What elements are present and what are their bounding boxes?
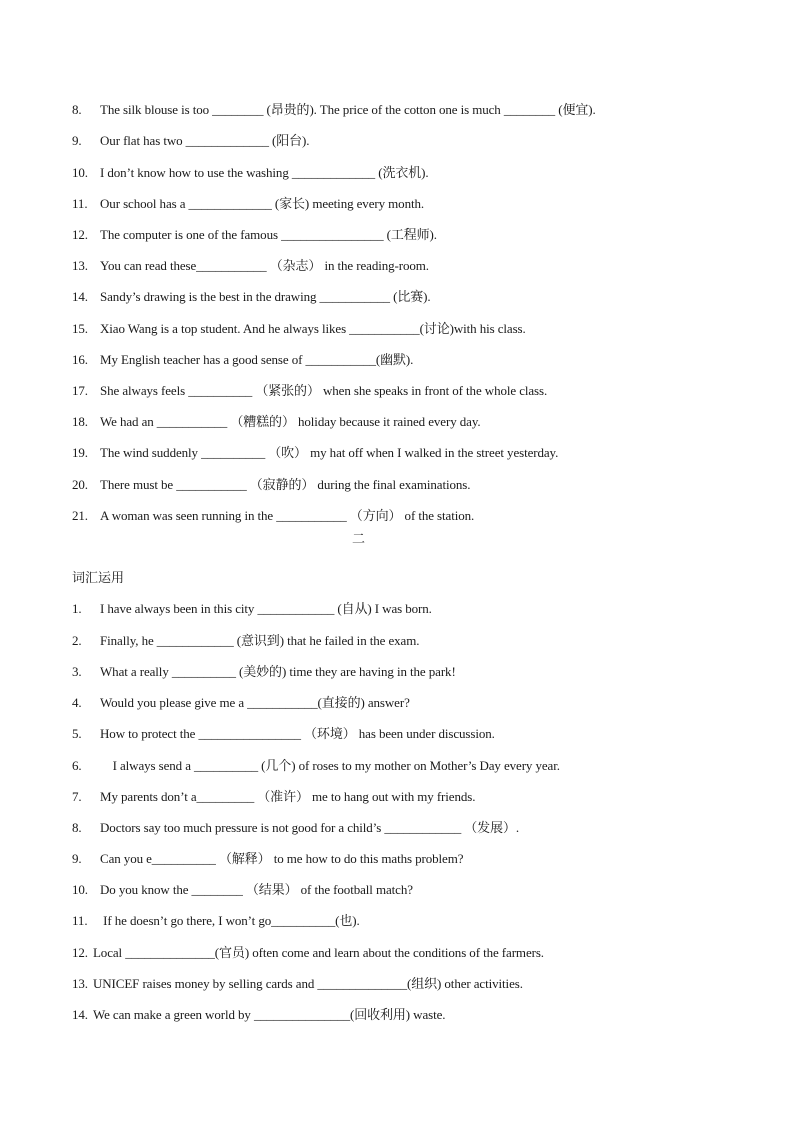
question-number: 2. (72, 633, 82, 648)
question-number: 17. (72, 383, 88, 398)
question-number: 13. (72, 258, 88, 273)
section-divider-label: 二 (352, 532, 365, 547)
question-number: 14. (72, 1007, 88, 1022)
question-text: We had an ___________ （糟糕的） holiday because it rained every day. (100, 414, 481, 429)
question-line (72, 913, 360, 929)
question-text: The wind suddenly __________ （吹） my hat off when I walked in the street yesterday. (100, 445, 559, 460)
question-number: 1. (72, 601, 82, 616)
question-number: 15. (72, 321, 88, 336)
question-number: 21. (72, 508, 88, 523)
question-line (72, 976, 523, 992)
question-number: 9. (72, 851, 82, 866)
question-number: 12. (72, 945, 88, 960)
question-number: 19. (72, 445, 88, 460)
question-text: I have always been in this city ____________ (自从) I was born. (100, 601, 432, 616)
question-line (72, 1007, 445, 1023)
question-line (72, 508, 474, 524)
question-text: Finally, he ____________ (意识到) that he failed in the exam. (100, 633, 420, 648)
question-line (72, 227, 437, 243)
question-line (72, 633, 419, 649)
question-number: 8. (72, 102, 82, 117)
question-text: I always send a __________ (几个) of roses to my mother on Mother’s Day every year. (100, 758, 560, 773)
question-line (72, 477, 470, 493)
question-text: Would you please give me a ___________(直接的) answer? (100, 695, 410, 710)
question-text: She always feels __________ （紧张的） when she speaks in front of the whole class. (100, 383, 548, 398)
question-line (72, 321, 526, 337)
question-line (72, 882, 413, 898)
question-line (72, 165, 429, 181)
question-number: 11. (72, 196, 88, 211)
question-line (72, 133, 309, 149)
section-heading: 词汇运用 (72, 571, 125, 586)
question-text: Local ______________(官员) often come and learn about the conditions of the farmers. (92, 945, 544, 960)
question-line (72, 664, 456, 680)
question-number: 4. (72, 695, 82, 710)
question-line (72, 820, 519, 836)
question-number: 6. (72, 758, 82, 773)
question-text: There must be ___________ （寂静的） during the final examinations. (100, 477, 471, 492)
question-line (72, 758, 560, 774)
question-text: Our flat has two _____________ (阳台). (100, 133, 310, 148)
question-line (72, 445, 558, 461)
question-line (72, 851, 463, 867)
question-text: My parents don’t a_________ （准许） me to hang out with my friends. (100, 789, 476, 804)
question-text: How to protect the ________________ （环境） has been under discussion. (100, 726, 495, 741)
question-text: What a really __________ (美妙的) time they are having in the park! (100, 664, 456, 679)
question-number: 3. (72, 664, 82, 679)
question-line (72, 601, 432, 617)
question-number: 9. (72, 133, 82, 148)
question-number: 16. (72, 352, 88, 367)
question-number: 18. (72, 414, 88, 429)
question-text: If he doesn’t go there, I won’t go__________(也). (100, 913, 360, 928)
question-text: I don’t know how to use the washing _____________ (洗衣机). (100, 165, 429, 180)
question-text: Sandy’s drawing is the best in the drawing ___________ (比赛). (100, 289, 431, 304)
question-line (72, 414, 481, 430)
question-line (72, 196, 424, 212)
question-number: 8. (72, 820, 82, 835)
question-text: Do you know the ________ （结果） of the football match? (100, 882, 413, 897)
question-number: 10. (72, 165, 88, 180)
question-number: 13. (72, 976, 88, 991)
question-text: Our school has a _____________ (家长) meeting every month. (100, 196, 425, 211)
question-line (72, 789, 475, 805)
question-number: 12. (72, 227, 88, 242)
question-line (72, 102, 596, 118)
question-line (72, 352, 413, 368)
question-line (72, 258, 429, 274)
question-text: Doctors say too much pressure is not good for a child’s ____________ （发展）. (100, 820, 520, 835)
question-number: 5. (72, 726, 82, 741)
question-number: 14. (72, 289, 88, 304)
question-number: 20. (72, 477, 88, 492)
question-line (72, 695, 410, 711)
question-text: You can read these___________ （杂志） in the reading-room. (100, 258, 429, 273)
question-text: My English teacher has a good sense of ___________(幽默). (100, 352, 414, 367)
question-line (72, 383, 547, 399)
question-text: UNICEF raises money by selling cards and ______________(组织) other activities. (92, 976, 523, 991)
question-text: A woman was seen running in the ___________ （方向） of the station. (100, 508, 475, 523)
question-line (72, 945, 544, 961)
question-number: 10. (72, 882, 88, 897)
question-line (72, 289, 431, 305)
question-text: Can you e__________ （解释） to me how to do this maths problem? (100, 851, 464, 866)
question-text: The silk blouse is too ________ (昂贵的). The price of the cotton one is much ________ (便宜). (100, 102, 596, 117)
question-text: The computer is one of the famous ________________ (工程师). (100, 227, 437, 242)
question-number: 11. (72, 913, 88, 928)
question-text: We can make a green world by _______________(回收利用) waste. (92, 1007, 446, 1022)
question-line (72, 726, 495, 742)
question-text: Xiao Wang is a top student. And he always likes ___________(讨论)with his class. (100, 321, 526, 336)
question-number: 7. (72, 789, 82, 804)
